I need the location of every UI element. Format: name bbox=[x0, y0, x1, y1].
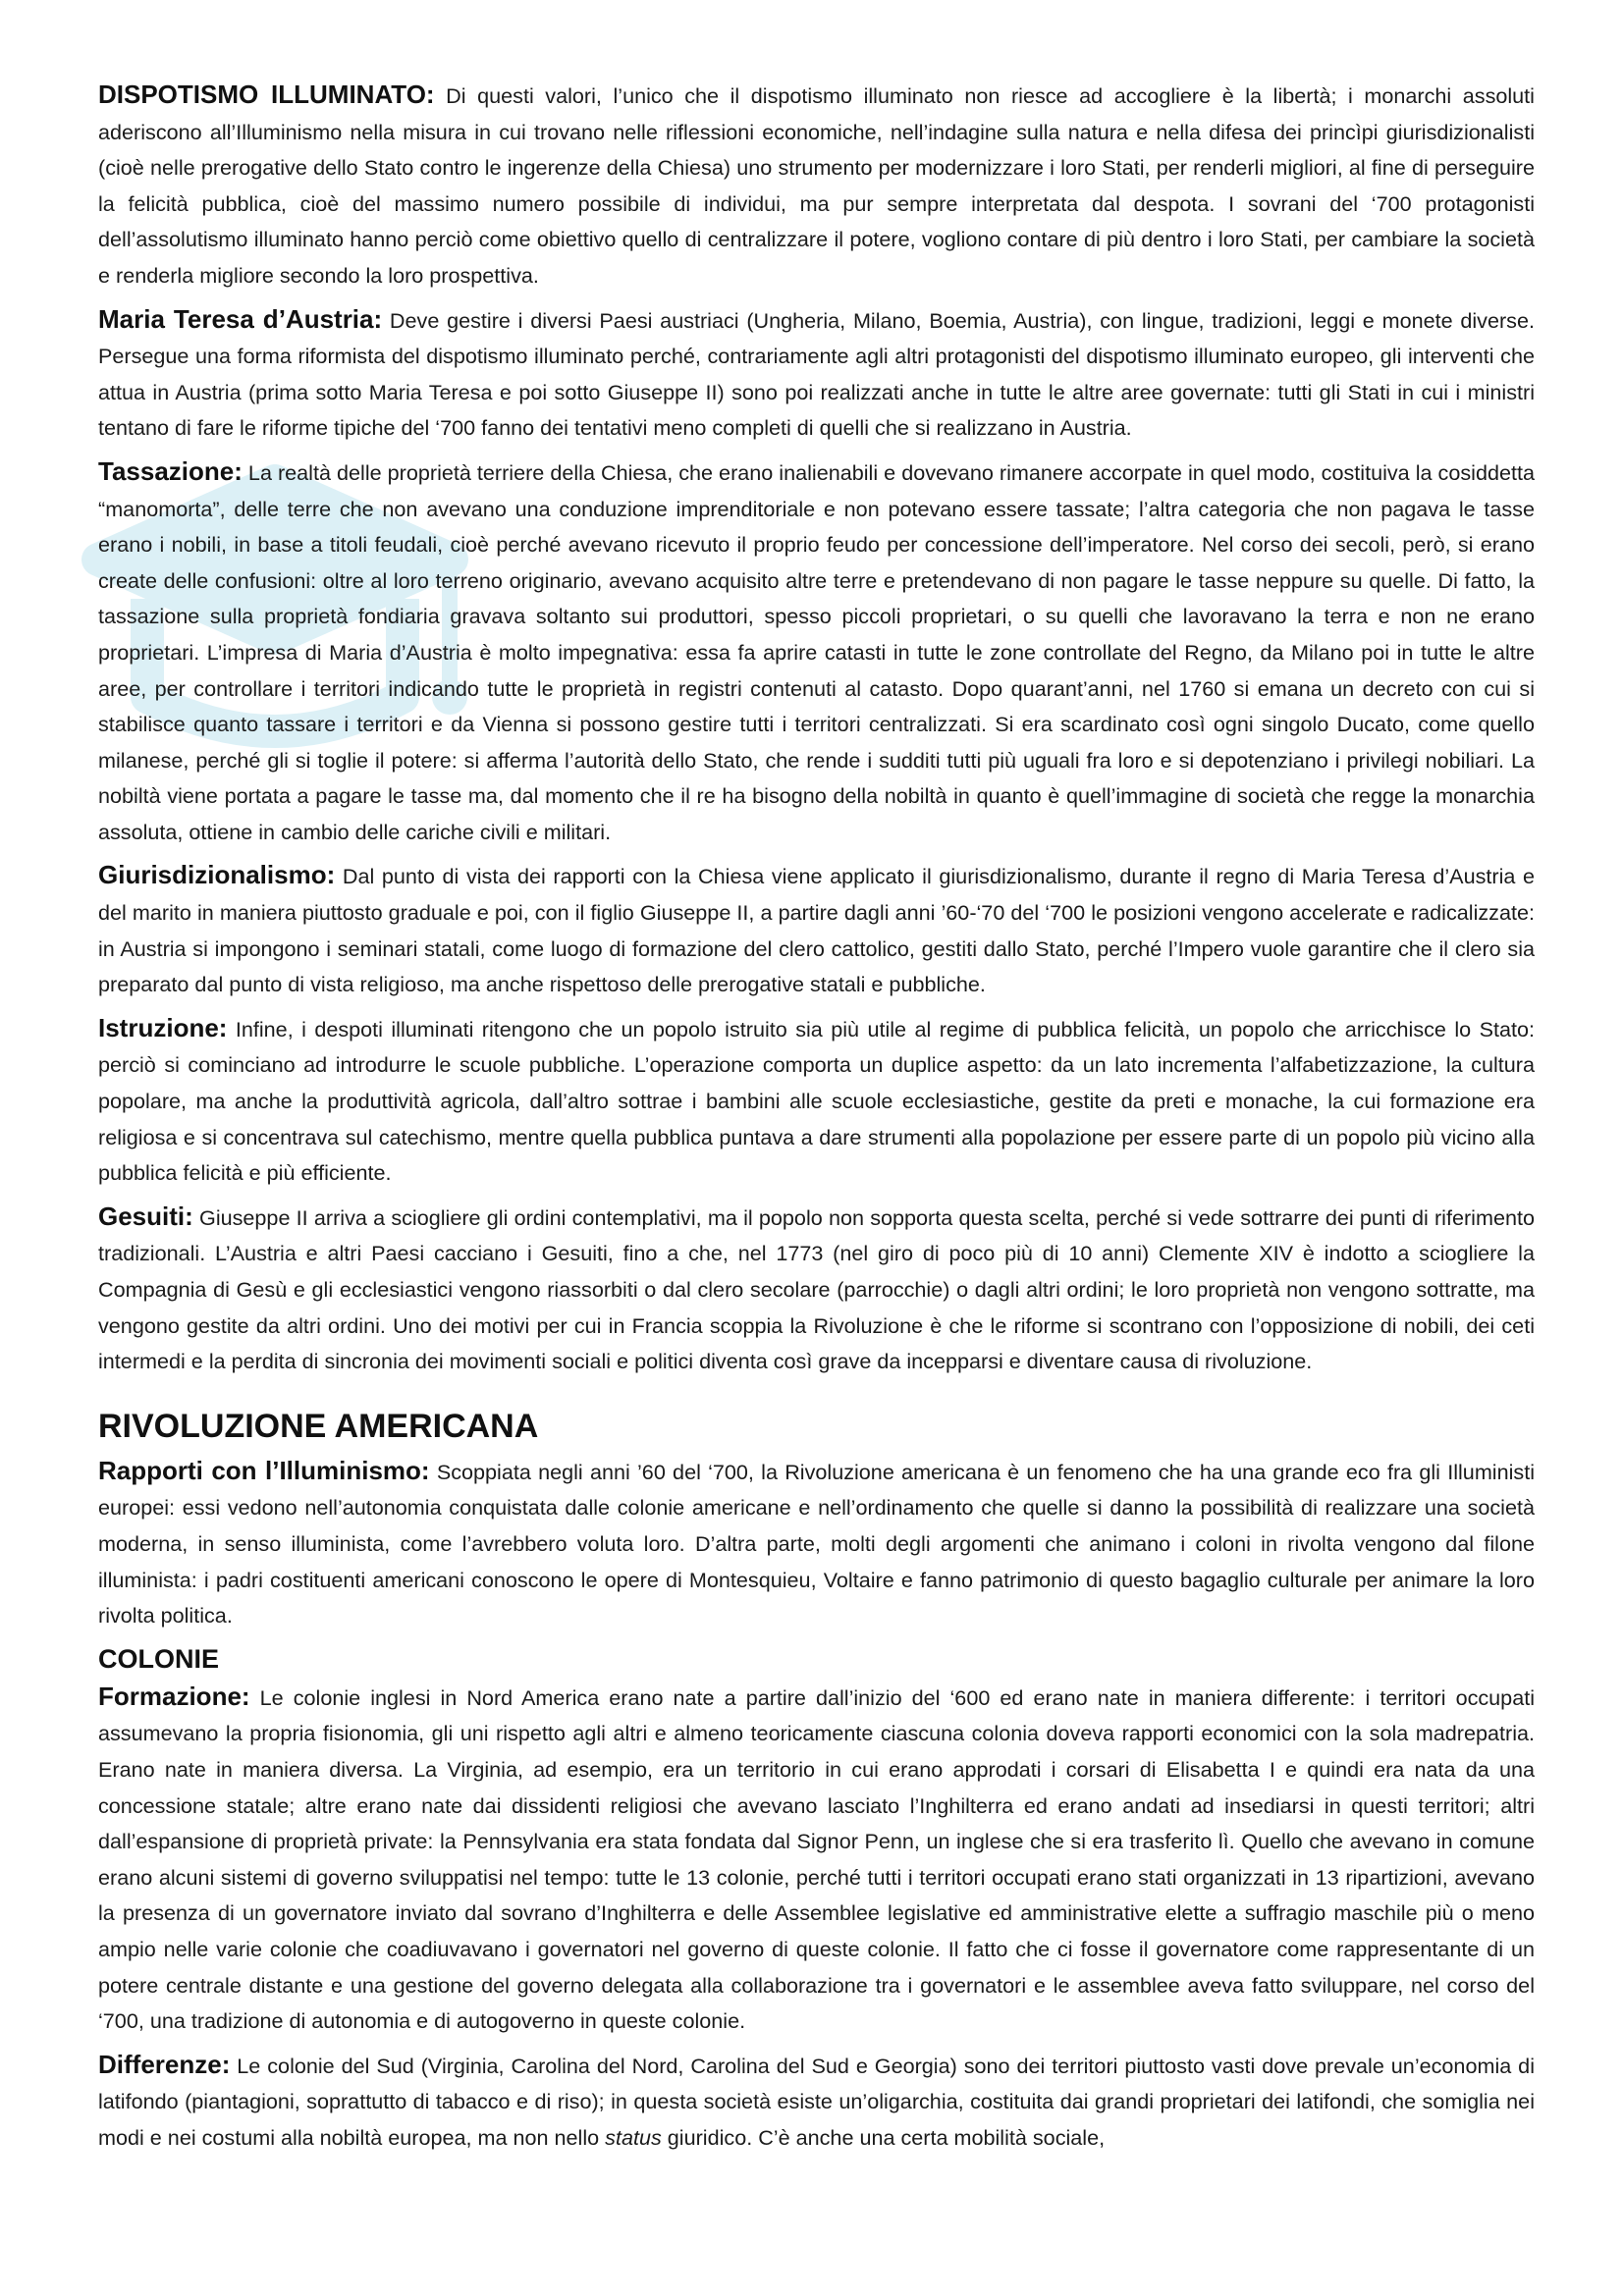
lead-maria-teresa: Maria Teresa d’Austria: bbox=[98, 303, 383, 334]
text-dispotismo: Di questi valori, l’unico che il dispotismo illuminato non riesce ad accogliere è la libertà; i monarchi assoluti aderiscono all’Illuminismo nella misura in cui trovano nelle riflessioni economiche, nell’indagine sulla natura e nella difesa dei princìpi giurisdizionalisti (cioè nelle prerogative dello Stato contro le ingerenze della Chiesa) uno strumento per modernizzare i loro Stati, per renderli migliori, al fine di perseguire la felicità pubblica, cioè del massimo numero possibile di individui, ma pur sempre interpretata dal despota. I sovrani del ‘700 protagonisti dell’assolutismo illuminato hanno perciò come obiettivo quello di centralizzare il potere, vogliono contare di più dentro i loro Stati, per cambiare la società e renderla migliore secondo la loro prospettiva. bbox=[98, 83, 1535, 288]
text-formazione: Le colonie inglesi in Nord America erano nate a partire dall’inizio del ‘600 ed erano nate in maniera differente: i territori occupati assumevano la propria fisionomia, gli uni rispetto agli altri e almeno teoricamente ciascuna colonia doveva rapporti economici con la sola madrepatria. Erano nate in maniera diversa. La Virginia, ad esempio, era un territorio in cui erano approdati i corsari di Elisabetta I e quindi era nata da una concessione statale; altre erano nate dai dissidenti religiosi che avevano lasciato l’Inghilterra ed erano andati ad insediarsi in questi territori; altri dall’espansione di proprietà private: la Pennsylvania era stata fondata dal Signor Penn, un inglese che si era trasferito lì. Quello che avevano in comune erano alcuni sistemi di governo sviluppatisi nel tempo: tutte le 13 colonie, perché tutti i territori occupati erano stati organizzati in 13 ripartizioni, avevano la presenza di un governatore inviato dal sovrano d’Inghilterra e delle Assemblee legislative ed amministrative elette a suffragio maschile più o meno ampio nelle varie colonie che coadiuvavano i governatori nel governo di queste colonie. Il fatto che ci fosse il governatore come rappresentante di un potere centrale distante e una gestione del governo delegata alla collaborazione tra i governatori e le assemblee aveva fatto sviluppare, nel corso del ‘700, una tradizione di autonomia e di autogoverno in queste colonie. bbox=[98, 1684, 1535, 2034]
paragraph-maria-teresa bbox=[98, 301, 1535, 447]
lead-giurisdizionalismo: Giurisdizionalismo: bbox=[98, 860, 336, 890]
lead-istruzione: Istruzione: bbox=[98, 1012, 228, 1042]
lead-formazione: Formazione: bbox=[98, 1681, 250, 1711]
lead-differenze: Differenze: bbox=[98, 2049, 231, 2079]
lead-rapporti: Rapporti con l’Illuminismo: bbox=[98, 1455, 430, 1485]
paragraph-formazione bbox=[98, 1679, 1535, 2040]
paragraph-differenze bbox=[98, 2047, 1535, 2157]
text-differenze-before: Le colonie del Sud (Virginia, Carolina del Nord, Carolina del Sud e Georgia) sono dei territori piuttosto vasti dove prevale un’economia di latifondo (piantagioni, soprattutto di tabacco e di riso); in questa società esiste un’oligarchia, costituita dai grandi proprietari dei latifondi, che somiglia nei modi e nei costumi alla nobiltà europea, ma non nello bbox=[98, 2053, 1535, 2150]
text-differenze-italic: status bbox=[605, 2124, 662, 2150]
text-rapporti: Scoppiata negli anni ’60 del ‘700, la Rivoluzione americana è un fenomeno che ha una grande eco fra gli Illuministi europei: essi vedono nell’autonomia conquistata dalle colonie americane e nell’ordinamento che quelle si danno la possibilità di realizzare una società moderna, in senso illuminista, come l’avrebbero voluta loro. D’altra parte, molti degli argomenti che animano i coloni in rivolta vengono dal filone illuminista: i padri costituenti americani conoscono le opere di Montesquieu, Voltaire e fanno patrimonio di questo bagaglio culturale per animare la loro rivolta politica. bbox=[98, 1459, 1535, 1629]
paragraph-rapporti bbox=[98, 1453, 1535, 1634]
text-istruzione: Infine, i despoti illuminati ritengono che un popolo istruito sia più utile al regime di pubblica felicità, un popolo che arricchisce lo Stato: perciò si cominciano ad introdurre le scuole pubbliche. L’operazione comporta un duplice aspetto: da un lato incrementa l’alfabetizzazione, la cultura popolare, ma anche la produttività agricola, dall’altro sottrae i bambini alle scuole ecclesiastiche, gestite da preti e monache, la cui formazione era religiosa e si concentrava sul catechismo, mentre quella pubblica puntava a dare strumenti alla popolazione per essere parte di un popolo più vicino alla pubblica felicità e più efficiente. bbox=[98, 1016, 1535, 1186]
paragraph-dispotismo bbox=[98, 77, 1535, 294]
text-gesuiti: Giuseppe II arriva a sciogliere gli ordini contemplativi, ma il popolo non sopporta questa scelta, perché si vede sottrarre dei punti di riferimento tradizionali. L’Austria e altri Paesi cacciano i Gesuiti, fino a che, nel 1773 (nel giro di poco più di 10 anni) Clemente XIV è indotto a sciogliere la Compagnia di Gesù e gli ecclesiastici vengono riassorbiti o dal clero secolare (parrocchie) o dagli altri ordini; le loro proprietà non vengono sottratte, ma vengono gestite da altri ordini. Uno dei motivi per cui in Francia scoppia la Rivoluzione è che le riforme si scontrano con l’opposizione di nobili, dei ceti intermedi e la perdita di sincronia dei movimenti sociali e politici diventa così grave da incepparsi e diventare causa di rivoluzione. bbox=[98, 1204, 1535, 1374]
lead-tassazione: Tassazione: bbox=[98, 455, 243, 486]
paragraph-istruzione bbox=[98, 1010, 1535, 1192]
heading-rivoluzione-americana: RIVOLUZIONE AMERICANA bbox=[98, 1407, 539, 1445]
lead-dispotismo: DISPOTISMO ILLUMINATO: bbox=[98, 80, 435, 109]
text-tassazione: La realtà delle proprietà terriere della Chiesa, che erano inalienabili e dovevano rimanere accorpate in quel modo, costituiva la cosiddetta “manomorta”, delle terre che non avevano una conduzione imprenditoriale e non potevano essere tassate; l’altra categoria che non pagava le tasse erano i nobili, in base a titoli feudali, cioè perché avevano ricevuto il proprio feudo per concessione dell’imperatore. Nel corso dei secoli, però, si erano create delle confusioni: oltre al loro terreno originario, avevano acquisito altre terre e pretendevano di non pagare le tasse neppure su quelle. Di fatto, la tassazione sulla proprietà fondiaria gravava soltanto sui produttori, spesso piccoli proprietari, o su quelli che lavoravano la terra e non ne erano proprietari. L’impresa di Maria d’Austria è molto impegnativa: essa fa aprire catasti in tutte le zone controllate del Regno, da Milano poi in tutte le altre aree, per controllare i territori indicando tutte le proprietà in registri contenuti al catasto. Dopo quarant’anni, nel 1760 si emana un decreto con cui si stabilisce quanto tassare i territori e da Vienna si possono gestire tutti i territori centralizzati. Si era scardinato così ogni singolo Ducato, come quello milanese, perché gli si toglie il potere: si afferma l’autorità dello Stato, che rende i sudditi tutti più uguali fra loro e si depotenziano i privilegi nobiliari. La nobiltà viene portata a pagare le tasse ma, dal momento che il re ha bisogno della nobiltà in quanto è quell’immagine di società che regge la monarchia assoluta, ottiene in cambio delle cariche civili e militari. bbox=[98, 459, 1535, 844]
text-giurisdizionalismo: Dal punto di vista dei rapporti con la Chiesa viene applicato il giurisdizionalismo, durante il regno di Maria Teresa d’Austria e del marito in maniera piuttosto graduale e poi, con il figlio Giuseppe II, a partire dagli anni ’60-‘70 del ‘700 le posizioni vengono accelerate e radicalizzate: in Austria si impongono i seminari statali, come luogo di formazione del clero cattolico, gestiti dallo Stato, perché l’Impero vuole garantire che il clero sia preparato dal punto di vista religioso, ma anche rispettoso delle prerogative statali e pubbliche. bbox=[98, 864, 1535, 997]
text-maria-teresa: Deve gestire i diversi Paesi austriaci (Ungheria, Milano, Boemia, Austria), con lingue, tradizioni, leggi e monete diverse. Persegue una forma riformista del dispotismo illuminato perché, contrariamente agli altri protagonisti del dispotismo illuminato europeo, gli interventi che attua in Austria (prima sotto Maria Teresa e poi sotto Giuseppe II) sono poi realizzati anche in tutte le altre aree governate: tutti gli Stati in cui i ministri tentano di fare le riforme tipiche del ‘700 fanno dei tentativi meno completi di quelli che si realizzano in Austria. bbox=[98, 307, 1535, 441]
paragraph-gesuiti bbox=[98, 1199, 1535, 1380]
paragraph-giurisdizionalismo bbox=[98, 857, 1535, 1002]
document-page bbox=[98, 77, 1535, 2163]
paragraph-tassazione bbox=[98, 454, 1535, 851]
lead-gesuiti: Gesuiti: bbox=[98, 1201, 193, 1231]
heading-colonie: COLONIE bbox=[98, 1643, 220, 1674]
text-differenze-after: giuridico. C’è anche una certa mobilità sociale, bbox=[661, 2124, 1106, 2150]
